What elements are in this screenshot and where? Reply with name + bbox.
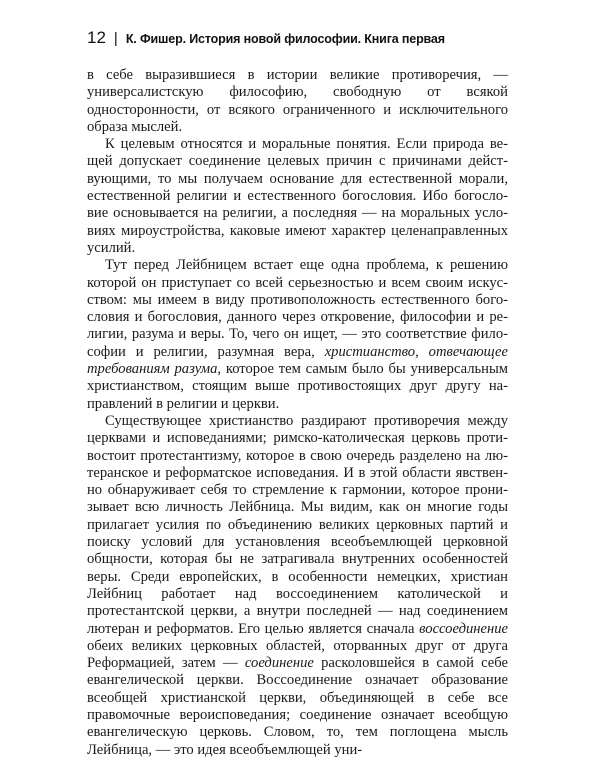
running-header xyxy=(87,28,508,50)
text-run: в себе выразившиеся в истории великие противоречия, — универсалистскую философию, свободную от всякой односторонности, от всякого ограниченного и исключительного образа мыслей. xyxy=(87,67,508,135)
text-run: обеих великих церковных областей, оторванных друг от друга Реформацией, затем — xyxy=(87,637,508,672)
text-run: К целевым относятся и моральные понятия. Если природа вещей допускает соединение целевых причин с причинами действующими, то мы получаем основание для естественной морали, естественной религии и естественного богословия. Ибо богословие основывается на религии, а последняя — на моральных условиях мироустройства, каковые имеют характер целенаправленных усилий. xyxy=(87,136,508,256)
body-text xyxy=(87,67,508,759)
text-run: , которое тем самым было бы универсальным христианством, стоящим выше противостоящих друг другу направлений в религии и церкви. xyxy=(87,361,508,412)
paragraph xyxy=(87,257,508,413)
text-run: Существующее христианство раздирают противоречия между церквами и исповеданиями; римско-католическая церковь противостоит протестантизму, которое в свою очередь разделено на лютеранское и реформатское исповедания. И в этой области явственно обнаруживает себя то стремление к гармонии, которое пронизывает всю личность Лейбница. Мы видим, как он многие годы прилагает усилия по объединению великих церковных партий и поиску условий для установления всеобъемлющей церковной общности, которая бы не затрагивала внутренних особенностей веры. Среди европейских, в особенности немецких, христиан Лейбниц работает над воссоединением католической и протестантской церкви, а внутри последней — над соединением лютеран и реформатов. Его целью является сначала xyxy=(87,412,508,637)
paragraph xyxy=(87,136,508,257)
paragraph xyxy=(87,413,508,759)
italic-text-run: воссоединение xyxy=(419,620,508,637)
header-separator: | xyxy=(113,30,118,47)
italic-text-run: соединение xyxy=(244,655,314,672)
page xyxy=(87,28,508,759)
text-run: Тут перед Лейбницем встает еще одна проблема, к решению которой он приступает со всей серьезностью и всем своим искусством: мы имеем в виду противоположность естественного богословия и богословия, данного через откровение, философии и религии, разума и веры. То, чего он ищет, — это соответствие философии и религии, разумная вера, xyxy=(87,257,508,360)
paragraph xyxy=(87,67,508,136)
text-run: расколовшейся в самой себе евангелической церкви. Воссоединение означает образование всеобщей христианской церкви, объединяющей в себе все правомочные вероисповедания; соединение означает всеобщую евангелическую церковь. Словом, то, тем поглощена мысль Лейбница, — это идея всеобъемлющей уни- xyxy=(87,655,508,758)
book-title: К. Фишер. История новой философии. Книга первая xyxy=(125,32,445,46)
page-number: 12 xyxy=(87,28,106,47)
italic-text-run: христианство, отвечающее требованиям разума xyxy=(87,343,508,378)
